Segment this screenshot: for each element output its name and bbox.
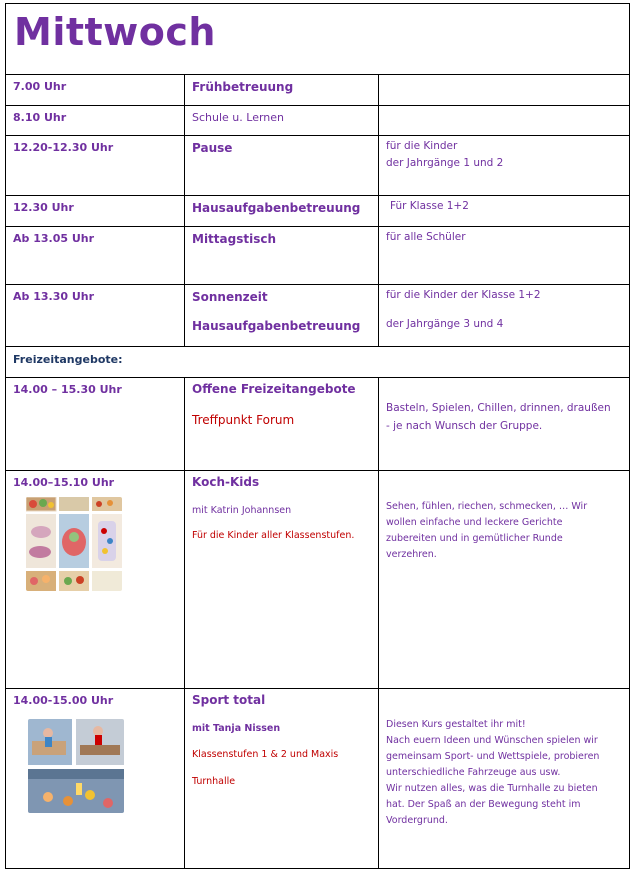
row-activity: Frühbetreuung	[192, 80, 294, 94]
page-title: Mittwoch	[14, 10, 216, 54]
row-note: der Jahrgänge 1 und 2	[386, 157, 504, 169]
row-activity: Hausaufgabenbetreuung	[192, 201, 361, 215]
row-activity: Hausaufgabenbetreuung	[192, 319, 361, 333]
schedule-row	[5, 136, 630, 196]
offer-time: 14.00 – 15.30 Uhr	[13, 383, 122, 396]
offer-row	[5, 471, 630, 689]
offer-description: unterschiedliche Fahrzeuge aus usw.	[386, 767, 561, 778]
row-time: 12.20-12.30 Uhr	[13, 141, 114, 154]
row-note: der Jahrgänge 3 und 4	[386, 318, 504, 330]
offer-description: Sehen, fühlen, riechen, schmecken, … Wir	[386, 501, 588, 512]
schedule-row	[5, 106, 630, 136]
offer-row	[5, 689, 630, 869]
row-activity: Schule u. Lernen	[192, 111, 285, 124]
offer-audience: Für die Kinder aller Klassenstufen.	[192, 530, 355, 541]
row-note: Für Klasse 1+2	[390, 200, 469, 212]
cooking-collage-image	[26, 497, 122, 591]
offer-description: Basteln, Spielen, Chillen, drinnen, draußen	[386, 402, 611, 414]
offer-title: Sport total	[192, 693, 266, 707]
row-time: 8.10 Uhr	[13, 111, 67, 124]
section-header-row	[5, 347, 630, 378]
offer-title: Koch-Kids	[192, 475, 260, 489]
schedule-row	[5, 285, 630, 347]
offer-time: 14.00-15.00 Uhr	[13, 694, 114, 707]
offer-leader: mit Katrin Johannsen	[192, 505, 292, 516]
offer-description: - je nach Wunsch der Gruppe.	[386, 420, 543, 432]
row-time: Ab 13.05 Uhr	[13, 232, 95, 245]
row-note: für alle Schüler	[386, 231, 466, 243]
offer-description: verzehren.	[386, 549, 437, 560]
offer-row	[5, 378, 630, 471]
offer-subtitle: Treffpunkt Forum	[192, 413, 295, 427]
offer-description: hat. Der Spaß an der Bewegung steht im	[386, 799, 581, 810]
offer-description: Vordergrund.	[386, 815, 448, 826]
schedule-row	[5, 196, 630, 227]
row-time: 12.30 Uhr	[13, 201, 74, 214]
section-label: Freizeitangebote:	[13, 353, 123, 366]
offer-title: Offene Freizeitangebote	[192, 382, 356, 396]
gym-collage-image	[28, 719, 124, 813]
offer-audience: Klassenstufen 1 & 2 und Maxis	[192, 749, 339, 760]
offer-leader: mit Tanja Nissen	[192, 723, 281, 734]
row-note: für die Kinder	[386, 140, 458, 152]
offer-description: wollen einfache und leckere Gerichte	[386, 517, 563, 528]
row-time: Ab 13.30 Uhr	[13, 290, 95, 303]
offer-description: Nach euern Ideen und Wünschen spielen wir	[386, 735, 598, 746]
offer-description: Diesen Kurs gestaltet ihr mit!	[386, 719, 526, 730]
schedule-row	[5, 227, 630, 285]
schedule-row	[5, 75, 630, 106]
offer-time: 14.00–15.10 Uhr	[13, 476, 115, 489]
row-activity: Mittagstisch	[192, 232, 277, 246]
offer-location: Turnhalle	[192, 776, 236, 787]
title-row	[5, 3, 630, 75]
offer-description: zubereiten und in gemütlicher Runde	[386, 533, 563, 544]
offer-description: Wir nutzen alles, was die Turnhalle zu bieten	[386, 783, 598, 794]
row-activity: Pause	[192, 141, 233, 155]
row-time: 7.00 Uhr	[13, 80, 67, 93]
row-activity: Sonnenzeit	[192, 290, 268, 304]
offer-description: gemeinsam Sport- und Wettspiele, probieren	[386, 751, 600, 762]
row-note: für die Kinder der Klasse 1+2	[386, 289, 541, 301]
